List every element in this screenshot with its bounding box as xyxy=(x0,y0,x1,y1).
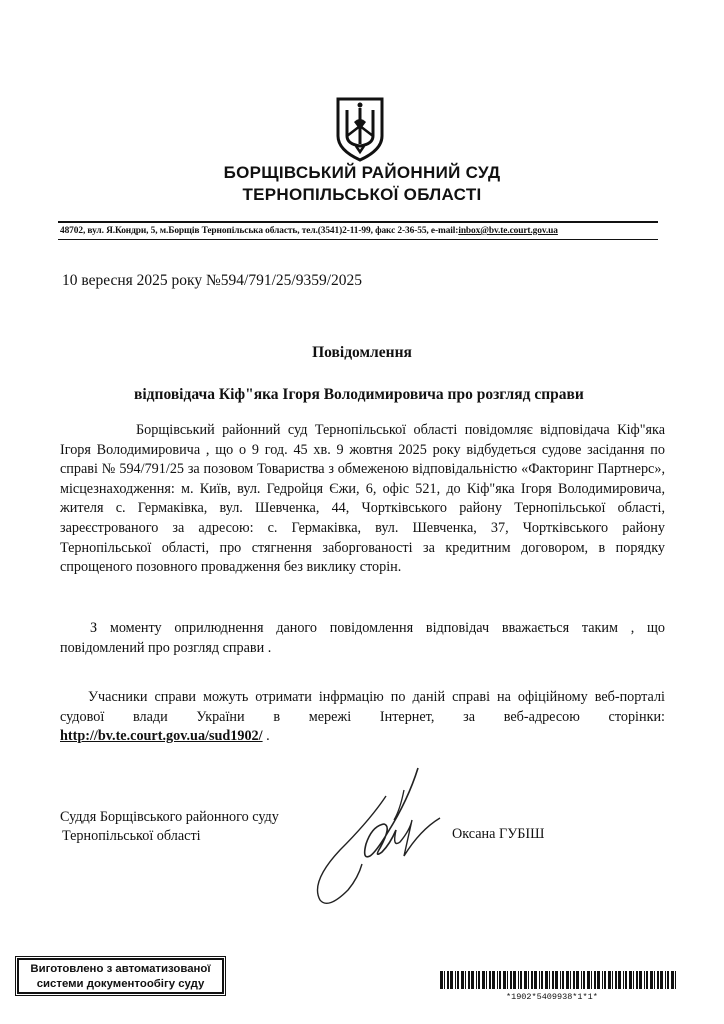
document-title: Повідомлення xyxy=(312,344,412,361)
barcode-bar xyxy=(507,971,508,989)
barcode-bar xyxy=(461,971,464,989)
barcode-bar xyxy=(539,971,540,989)
barcode-bar xyxy=(644,971,645,989)
barcode-icon xyxy=(440,971,680,989)
signatory-title xyxy=(60,808,279,846)
barcode-bar xyxy=(489,971,491,989)
barcode-bar xyxy=(465,971,466,989)
barcode-bar xyxy=(486,971,487,989)
barcode-bar xyxy=(534,971,537,989)
barcode-bar xyxy=(570,971,571,989)
barcode-bar xyxy=(503,971,506,989)
barcode-bar xyxy=(646,971,648,989)
barcode-bar xyxy=(573,971,575,989)
barcode-bar xyxy=(518,971,519,989)
document-subtitle: відповідача Кіф"яка Ігоря Володимировича про розгляд справи xyxy=(134,386,584,403)
portal-link[interactable]: http://bv.te.court.gov.ua/sud1902/ xyxy=(60,728,263,745)
barcode-bar xyxy=(560,971,561,989)
paragraph-portal xyxy=(60,688,665,747)
barcode-bar xyxy=(618,971,621,989)
barcode-bar xyxy=(549,971,550,989)
barcode-bar xyxy=(623,971,624,989)
barcode-bar xyxy=(587,971,590,989)
barcode-bar xyxy=(492,971,495,989)
barcode-bar xyxy=(545,971,548,989)
barcode-bar xyxy=(513,971,516,989)
barcode-bar xyxy=(440,971,443,989)
barcode-bar xyxy=(478,971,480,989)
barcode-bar xyxy=(604,971,606,989)
barcode-bar xyxy=(654,971,655,989)
barcode-bar xyxy=(444,971,445,989)
barcode-bar xyxy=(639,971,642,989)
court-name xyxy=(0,162,724,206)
barcode-bar xyxy=(541,971,543,989)
address-text: 48702, вул. Я.Кондри, 5, м.Борщів Тернопільська область, тел.(3541)2-11-99, факс 2-36-55, e-mail: xyxy=(60,226,459,236)
barcode-bar xyxy=(531,971,533,989)
barcode-bar xyxy=(615,971,617,989)
barcode-bar xyxy=(636,971,638,989)
barcode-bar xyxy=(675,971,676,989)
barcode-bar xyxy=(671,971,674,989)
signatory-title-line1: Суддя Борщівського районного суду xyxy=(60,809,279,825)
barcode-bar xyxy=(581,971,582,989)
barcode-bar xyxy=(455,971,456,989)
barcode-bar xyxy=(497,971,498,989)
barcode-bar xyxy=(597,971,600,989)
barcode-bar xyxy=(612,971,613,989)
trident-emblem-icon xyxy=(334,96,386,162)
signatory-name: Оксана ГУБІШ xyxy=(452,826,545,842)
barcode-bar xyxy=(471,971,474,989)
barcode-bar xyxy=(468,971,470,989)
paragraph-notification: З моменту оприлюднення даного повідомлення відповідач вважається таким , що повідомлений про розгляд справи . xyxy=(60,620,665,656)
barcode-bar xyxy=(602,971,603,989)
barcode-bar xyxy=(552,971,554,989)
paragraph-hearing: Борщівський районний суд Тернопільської області повідомляє відповідача Кіф"яка Ігоря Володимировича , що о 9 год. 45 хв. 9 жовтня 2025 року відбудеться судове засідання по справі № 594/791/25 за позовом Товариства з обмеженою відповідальністю «Факторинг Партнерс», місцезнаходження: м. Київ, вул. Гедройця Єжи, 6, офіс 521, до Кіф"яка Ігоря Володимировича, жителя с. Гермаківка, вул. Шевченка, 44, Чортківського району Тернопільської області, зареєстрованого за адресою: с. Гермаківка, вул. Шевченка, 37, Чортківського району Тернопільської області, про стягнення заборгованості за кредитним договором, в порядку спрощеного позовного провадження без виклику сторін. xyxy=(60,422,665,576)
barcode-bar xyxy=(657,971,659,989)
signatory-title-line2: Тернопільської області xyxy=(62,828,201,844)
barcode-bar xyxy=(520,971,522,989)
barcode-bar xyxy=(583,971,585,989)
barcode-bar xyxy=(524,971,527,989)
barcode-bar xyxy=(665,971,666,989)
paragraph-portal-end: . xyxy=(262,728,270,745)
signature-icon xyxy=(300,760,460,910)
barcode-bar xyxy=(625,971,627,989)
barcode-bar xyxy=(608,971,611,989)
barcode-bar xyxy=(633,971,634,989)
barcode-bar xyxy=(667,971,669,989)
barcode-bar xyxy=(510,971,512,989)
barcode-bar xyxy=(566,971,569,989)
barcode-bar xyxy=(555,971,558,989)
paragraph-portal-text: Учасники справи можуть отримати інфрмацію по даній справі на офіційному веб-порталі судової влади України в мережі Інтернет, за веб-адресою сторінки: xyxy=(60,689,665,725)
court-address xyxy=(60,226,558,236)
barcode-bar xyxy=(660,971,663,989)
automation-stamp xyxy=(17,958,224,994)
stamp-line2: системи документообігу суду xyxy=(36,978,205,990)
barcode-bar xyxy=(450,971,453,989)
barcode-bar xyxy=(457,971,459,989)
barcode-bar xyxy=(576,971,579,989)
court-name-line1: БОРЩІВСЬКИЙ РАЙОННИЙ СУД xyxy=(223,163,501,182)
stamp-line1: Виготовлено з автоматизованої xyxy=(30,963,211,975)
barcode-bar xyxy=(650,971,653,989)
barcode-text: *1902*5409938*1*1* xyxy=(506,992,598,1002)
barcode-bar xyxy=(594,971,596,989)
barcode-bar xyxy=(482,971,485,989)
date-and-number: 10 вересня 2025 року №594/791/25/9359/2025 xyxy=(62,272,363,289)
barcode-bar xyxy=(629,971,632,989)
barcode-bar xyxy=(591,971,592,989)
barcode-bar xyxy=(528,971,529,989)
barcode-bar xyxy=(562,971,564,989)
barcode-bar xyxy=(499,971,501,989)
barcode-bar xyxy=(476,971,477,989)
address-rule xyxy=(58,239,658,240)
email-link[interactable]: inbox@bv.te.court.gov.ua xyxy=(458,226,558,236)
court-name-line2: ТЕРНОПІЛЬСЬКОЇ ОБЛАСТІ xyxy=(242,185,482,204)
header-rule xyxy=(58,221,658,223)
barcode-bar xyxy=(447,971,449,989)
